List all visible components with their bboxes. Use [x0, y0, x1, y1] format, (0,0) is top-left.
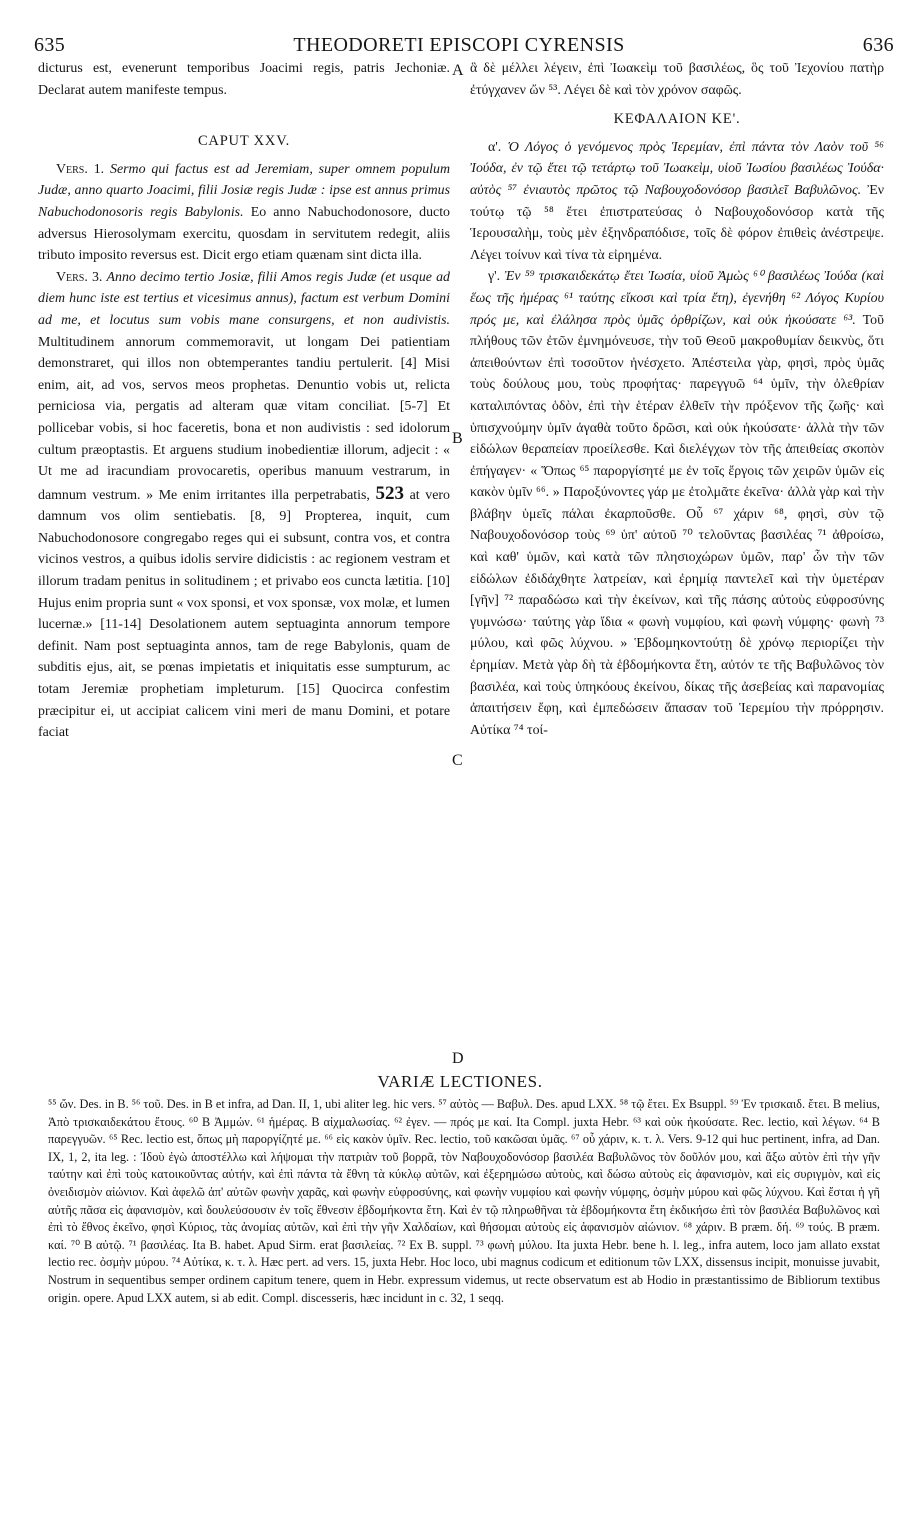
verse-commentary: Τοῦ πλήθους τῶν ἐτῶν ἐμνημόνευσε, τὴν τοῦ Θεοῦ μακροθυμίαν δεικνὺς, ὅτι ἀπειθούντων ἐπὶ τοσοῦτον ἠνέσχετο. Ἀπέστειλα γὰρ, φησὶ, πρὸς ὑμᾶς τοὺς δούλους μου, τοὺς προφήτας· παρεγγυῶ ⁶⁴ ὑμῖν, τὴν ὀλεθρίαν καταλιπόντας ὁδὸν, ἐπὶ τὴν ἑτέραν ἐλθεῖν τὴν πρόξενον τῆς ζωῆς· καὶ ὑπισχνούμην ὑμῖν ἀγαθὰ τοῦτο δρῶσι, καὶ οὐκ ἠκούσατε· ἀλλὰ τὴν τῶν εἰδώλων θεραπείαν προείλεσθε. Καὶ διελέγχων τὸν τῆς ἀπειθείας σκοπὸν ἐπήγαγεν· « Ὅπως ⁶⁵ παροργίσητέ με ἐν τοῖς ἔργοις τῶν χειρῶν ὑμῶν εἰς κακὸν ὑμῖν ⁶⁶. » Παροξύνοντες γάρ με ἐτολμᾶτε ἐκεῖνα· ἀλλὰ γὰρ καὶ τὴν βλάβην ὑμεῖς πάλαι ἐκαρποῦσθε. Οὗ ⁶⁷ χάριν ⁶⁸, φησὶ, σὺν τῷ Ναβουχοδονόσορ τοὺς ⁶⁹ ὑπ' αὐτοῦ ⁷⁰ τελοῦντας βασιλέας ⁷¹ ἀθροίσω, καὶ καθ' ὑμῶν, καὶ κατὰ τῶν πλησιοχώρων ὑμῶν, παρ' ὧν τὴν τῶν εἰδώλων ἐδιδάχθητε λατρείαν, καὶ ἐρημίᾳ παντελεῖ καὶ τὴν ὑμετέραν [γῆν] ⁷² παραδώσω καὶ τὴν ἐκείνων, καὶ τῆς πάσης αὐτοὺς εὐφροσύνης γυμνώσω· ταύτης γὰρ ἴδια « φωνὴ νυμφίου, καὶ φωνὴ νύμφης· φωνὴ ⁷³ μύλου, καὶ φῶς λύχνου. » Ἑβδομηκοντούτῃ δὲ χρόνῳ περιορίζει τὴν ἐρημίαν. Μετὰ γὰρ δὴ τὰ ἑβδομήκοντα ἔτη, αὐτόν τε τῆς Βαβυλῶνος τὸν βασιλέα, καὶ τοὺς ὑπηκόους ἐκείνου, δίκας τῆς ἀσεβείας καὶ παρανομίας ἀπαιτήσειν ἔφη, καὶ ἐμπεδώσειν ἅπασαν τοῦ Ἱερεμίου τὴν πρόρρησιν. Αὐτίκα ⁷⁴ τοί- — [470, 312, 884, 738]
greek-column — [470, 58, 884, 741]
margin-letter-d: D — [452, 1050, 464, 1067]
latin-verse-1 — [38, 159, 450, 267]
latin-verse-3 — [38, 267, 450, 744]
greek-chapter-heading: ΚΕΦΑΛΑΙΟΝ ΚΕ'. — [613, 111, 741, 128]
verse-commentary: Multitudinem annorum commemoravit, ut longam Dei patientiam demonstraret, qui illos non obtemperantes tandiu pertulerit. [4] Misi enim, ait, ad vos, servos meos prophetas. Denuntio vobis ut, relicta perniciosa via, pergatis ad alteram quæ vitam conciliat. [5-7] Et pollicebar vobis, si hoc faceretis, bona et non audivistis : sed idolorum cultum præoptastis. Et arguens studium inobedientiæ illorum, adjecit : « Ut me ad iracundiam provocaretis, operibus manuum vestrarum, in damnum vestrum. » Me enim irritantes illa perpetrabatis, — [38, 334, 450, 503]
verse-lemma: Ἐν ⁵⁹ τρισκαιδεκάτῳ ἔτει Ἰωσία, υἱοῦ Ἀμὼς ⁶⁰ βασιλέως Ἰούδα (καὶ ἕως τῆς ἡμέρας ⁶¹ ταύτης εἴκοσι καὶ τρία ἔτη), ἐγενήθη ⁶² Λόγος Κυρίου πρός με, καὶ ἐλάλησα πρὸς ὑμᾶς ὀρθρίζων, καὶ οὐκ ἠκούσατε ⁶³. — [470, 269, 884, 328]
latin-column — [38, 58, 450, 744]
variae-lectiones-notes — [48, 1096, 880, 1307]
running-title: THEODORETI EPISCOPI CYRENSIS — [293, 34, 625, 56]
verse-commentary-cont: at vero damnum vos olim sentiebatis. [8, 9] Propterea, inquit, cum Nabuchodonosore congregabo reges qui ei subsunt, contra vos, et contra vicinos vestros, a quibus idolis servire didicistis : ac regionem vestram et illorum tradam penitus in solitudinem ; et privabo eos cuncta lætitia. [10] Hujus enim propria sunt « vox sponsi, et vox sponsæ, vox molæ, et lumen lucernæ.» [11-14] Desolationem autem septuaginta annorum tempore definit. Nam post septuaginta annos, tam de rege Babylonis, quam de subditis ejus, ait, se pœnas impietatis et iniquitatis esse sumpturum, ac totam Jeremiæ prophetiam impleturum. [15] Quocirca confestim præcipitur ei, ut accipiat calicem vini meri de manu Domini, et potare faciat — [38, 487, 450, 741]
page-number-right: 636 — [862, 34, 894, 56]
verse-label: α'. — [488, 139, 502, 155]
verse-commentary: Eo anno Nabuchodonosore, ducto adversus Hierosolymam exercitu, quosdam in servitutem redegit, aliis tributo imposito reversus est. Dicit ergo etiam quænam sint dicta illa. — [38, 204, 450, 264]
margin-letter-b: B — [452, 430, 463, 447]
latin-intro: dicturus est, evenerunt temporibus Joacimi regis, patris Jechoniæ. Declarat autem manifeste tempus. — [38, 61, 450, 98]
greek-intro: ἃ δὲ μέλλει λέγειν, ἐπὶ Ἰωακεὶμ τοῦ βασιλέως, ὃς τοῦ Ἰεχονίου πατὴρ ἐτύγχανεν ὤν ⁵³. Λέγει δὲ καὶ τὸν χρόνον σαφῶς. — [470, 61, 884, 98]
verse-label: Vers. 1. — [56, 161, 105, 177]
verse-lemma: Sermo qui factus est ad Jeremiam, super omnem populum Judæ, anno quarto Joacimi, filii Josiæ regis Judæ : ipse est annus primus Nabuchodonosoris regis Babylonis. — [38, 161, 450, 220]
verse-lemma: Anno decimo tertio Josiæ, filii Amos regis Judæ (et usque ad diem hunc iste est tertius et vicesimus annus), factum est verbum Domini ad me, et locutus sum vobis mane consurgens, et non audivistis. — [38, 269, 450, 328]
variant-readings-text: ⁵⁵ ὤν. Des. in B. ⁵⁶ τοῦ. Des. in B et infra, ad Dan. II, 1, ubi aliter leg. hic vers. ⁵⁷ αὐτὸς — Βαβυλ. Des. apud LXX. ⁵⁸ τῷ ἔτει. Ex Bsuppl. ⁵⁹ Ἐν τρισκαιδ. ἔτει. B melius, Ἀπὸ τρισκαιδεκάτου ἔτους. ⁶⁰ B Ἀμμών. ⁶¹ ἡμέρας. B αἰχμαλωσίας. ⁶² ἐγεν. — πρός με καί. Ita Compl. juxta Hebr. ⁶³ καὶ οὐκ ἠκούσατε. Rec. lectio, καὶ λέγων. ⁶⁴ B παρεγγυῶν. ⁶⁵ Rec. lectio est, ὅπως μὴ παροργίζητέ με. ⁶⁶ εἰς κακὸν ὑμῖν. Rec. lectio, τοῦ κακῶσαι ὑμᾶς. ⁶⁷ οὗ χάριν, κ. τ. λ. Vers. 9-12 qui huc pertinent, infra, ad Dan. IX, 1, 2, ita leg. : Ἰδοὺ ἐγὼ ἀποστέλλω καὶ λήψομαι τὴν πατριὰν τοῦ βορρᾶ, τὸν Ναβουχοδονόσορ βασιλέα Βαβυλῶνος τὸν δοῦλόν μου, καὶ ἄξω αὐτὸν ἐπὶ τὴν γῆν ταύτην καὶ ἐπὶ τοὺς κατοικοῦντας αὐτήν, καὶ ἐπὶ πάντα τὰ ἔθνη τὰ κύκλῳ αὐτῶν, καὶ ἐξερημώσω αὐτοὺς, καὶ δώσω αὐτοὺς εἰς ἀφανισμὸν, καὶ εἰς συριγμὸν, καὶ εἰς ὀνειδισμὸν αἰώνιον. Καὶ ἀφελῶ ἀπ' αὐτῶν φωνὴν χαρᾶς, καὶ φωνὴν εὐφροσύνης, καὶ φωνὴν νυμφίου καὶ φωνὴν νύμφης, ὀσμὴν μύρου καὶ φῶς λύχνου. Καὶ ἔσται ἡ γῆ αὐτῆς πᾶσα εἰς ἀφανισμὸν, καὶ δουλεύσουσιν ἐν τοῖς ἔθνεσιν ἑβδομήκοντα ἔτη. Καὶ ἐν τῷ πληρωθῆναι τὰ ἑβδομήκοντα ἔτη ἐκδικήσω ἐπὶ τὸν βασιλέα Βαβυλῶνος καὶ ἐπὶ τὸ ἔθνος ἐκεῖνο, φησὶ Κύριος, τὰς ἀνομίας αὐτῶν, καὶ ἐπὶ τὴν γῆν Χαλδαίων, καὶ θήσομαι αὐτοὺς εἰς ἀφανισμὸν αἰώνιον. ⁶⁸ χάριν. B præm. δή. ⁶⁹ τούς. B præm. καί. ⁷⁰ B αὐτῷ. ⁷¹ βασιλέας. Ita B. habet. Apud Sirm. erat βασιλείας. ⁷² Ex B. suppl. ⁷³ φωνὴ μύλου. Ita juxta Hebr. bene h. l. leg., infra autem, loco jam allato exstat lectio rec. ὀσμὴν μύρου. ⁷⁴ Αὐτίκα, κ. τ. λ. Hæc pert. ad vers. 15, juxta Hebr. Hoc loco, ubi magnus codicum et editionum τῶν LXX, dissensus incipit, monuisse juvabit, Nostrum in sequentibus semper ordinem capitum tenere, quem in Hebr. expressum videmus, ut recte observatum est ab Hodio in præstantissimo de Bibliorum textibus origin. opere. Apud LXX autem, si ab edit. Compl. discesseris, hæc incidunt in c. 32, 1 seqq. — [48, 1097, 880, 1305]
verse-label: γ'. — [488, 269, 501, 285]
verse-lemma: Ὁ Λόγος ὁ γενόμενος πρὸς Ἱερεμίαν, ἐπὶ πάντα τὸν Λαὸν τοῦ ⁵⁶ Ἰούδα, ἐν τῷ ἔτει τῷ τετάρτῳ τοῦ Ἰωακεὶμ, υἱοῦ Ἰωσίου βασιλέως Ἰούδα· αὐτὸς ⁵⁷ ἐνιαυτὸς πρῶτος τῷ Ναβουχοδονόσορ βασιλεῖ Βαβυλῶνος. — [470, 139, 884, 198]
variae-lectiones-heading: VARIÆ LECTIONES. — [377, 1072, 543, 1091]
margin-letter-a: A — [452, 62, 464, 79]
margin-letter-c: C — [452, 752, 463, 769]
greek-verse-1 — [470, 137, 884, 267]
page-number-left: 635 — [34, 34, 66, 56]
verse-label: Vers. 3. — [56, 269, 103, 285]
greek-verse-3 — [470, 266, 884, 741]
verse-commentary: Ἐν τούτῳ τῷ ⁵⁸ ἔτει ἐπιστρατεύσας ὁ Ναβουχοδονόσορ κατὰ τῆς Ἱερουσαλὴμ, τοὺς μὲν ἐξηνδραπόδισε, τοῖς δὲ φόρον ἐπιθεὶς ἀνέστρεψε. Λέγει τοίνυν καὶ τίνα τὰ εἰρημένα. — [470, 182, 884, 263]
column-number: 523 — [375, 482, 404, 504]
latin-chapter-heading: CAPUT XXV. — [197, 133, 291, 150]
